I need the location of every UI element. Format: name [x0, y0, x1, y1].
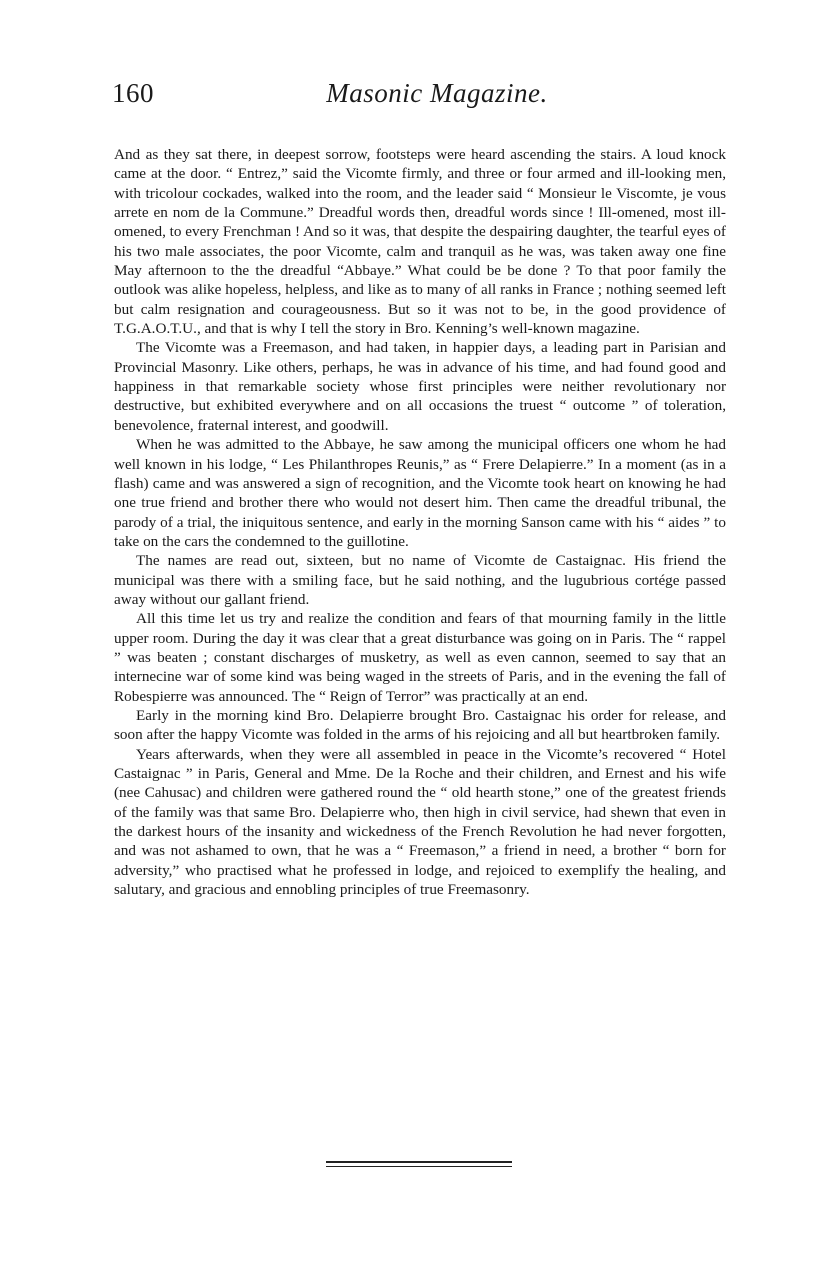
- paragraph-4: The names are read out, sixteen, but no name of Vicomte de Castaignac. His friend the municipal was there with a smiling face, but he said nothing, and the lugubrious cortége passed away without our gallant friend.: [114, 552, 726, 608]
- paragraph-6: Early in the morning kind Bro. Delapierre brought Bro. Castaignac his order for release, and soon after the happy Vicomte was folded in the arms of his rejoicing and all but heartbroken family.: [114, 706, 726, 744]
- paragraph-7: Years afterwards, when they were all assembled in peace in the Vicomte’s recovered “ Hotel Castaignac ” in Paris, General and Mme. De la Roche and their children, and Ernest and his wife (nee Cahusac) and children were gathered round the “ old hearth stone,” one of the greatest friends of the family was that same Bro. Delapierre who, then high in civil service, had shewn that even in the darkest hours of the insanity and wickedness of the French Revolution he had never forgotten, and was not ashamed to own, that he was a “ Freemason,” a friend in need, a brother “ born for adversity,” who practised what he professed in lodge, and rejoiced to exemplify the healing, and salutary, and gracious and ennobling principles of true Freemasonry.: [114, 745, 726, 899]
- article-body: [114, 145, 726, 899]
- page-header: [112, 78, 732, 118]
- section-divider-thin: [326, 1166, 512, 1167]
- running-title: Masonic Magazine.: [326, 78, 548, 108]
- page-number: 160: [112, 78, 154, 108]
- paragraph-5: All this time let us try and realize the condition and fears of that mourning family in the little upper room. During the day it was clear that a great disturbance was going on in Paris. The “ rappel ” was beaten ; constant discharges of musketry, as well as even cannon, seemed to say that an internecine war of some kind was being waged in the streets of Paris, and in the evening the fall of Robespierre was announced. The “ Reign of Terror” was practically at an end.: [114, 610, 726, 705]
- paragraph-1: And as they sat there, in deepest sorrow, footsteps were heard ascending the stairs. A loud knock came at the door. “ Entrez,” said the Vicomte firmly, and three or four armed and ill-looking men, with tricolour cockades, walked into the room, and the leader said “ Monsieur le Viscomte, je vous arrete en nom de la Commune.” Dreadful words then, dreadful words since ! Ill-omened, most ill-omened, to every Frenchman ! And so it was, that despite the despairing daughter, the tearful eyes of his two male associates, the poor Vicomte, calm and tranquil as he was, was taken away one fine May afternoon to the the dreadful “Abbaye.” What could be be done ? To that poor family the outlook was alike hopeless, helpless, and like as to many of all ranks in France ; nothing seemed left but calm resignation and courageousness. But so it was not to be, in the good providence of T.G.A.O.T.U., and that is why I tell the story in Bro. Kenning’s well-known magazine.: [114, 146, 726, 338]
- paragraph-3: When he was admitted to the Abbaye, he saw among the municipal officers one whom he had well known in his lodge, “ Les Philanthropes Reunis,” as “ Frere Delapierre.” In a moment (as in a flash) came and was answered a sign of recognition, and the Vicomte took heart on knowing he had one true friend and brother there who would not desert him. Then came the dreadful tribunal, the parody of a trial, the iniquitous sentence, and early in the morning Sanson came with his “ aides ” to take on the cars the condemned to the guillotine.: [114, 436, 726, 550]
- paragraph-2: The Vicomte was a Freemason, and had taken, in happier days, a leading part in Parisian and Provincial Masonry. Like others, perhaps, he was in advance of his time, and had found good and happiness in that remarkable society whose first principles were neither revolutionary nor destructive, but exhibited everywhere and on all occasions the truest “ outcome ” of toleration, benevolence, fraternal interest, and goodwill.: [114, 339, 726, 434]
- section-divider-thick: [326, 1161, 512, 1163]
